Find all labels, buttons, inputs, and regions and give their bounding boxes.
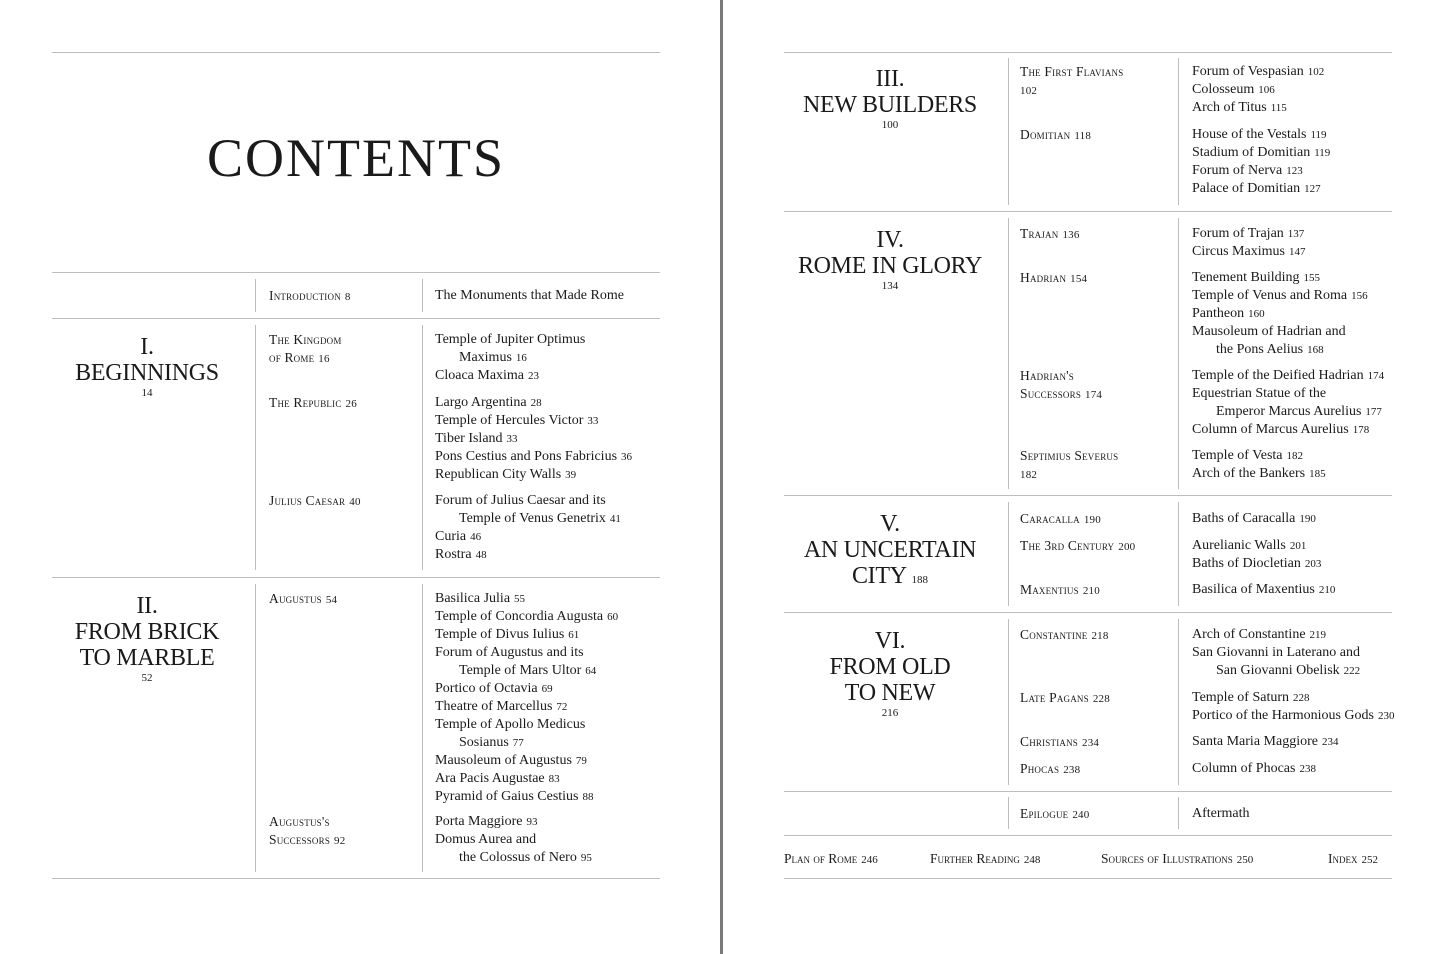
page-number: 218 <box>1091 630 1109 642</box>
page-number: 147 <box>1288 246 1306 258</box>
bottom-rule <box>52 878 660 879</box>
part-numeral: III. <box>875 66 905 92</box>
entry: Rostra <box>435 547 472 562</box>
entry: Theatre of Marcellus <box>435 699 553 714</box>
chapter <box>1020 269 1087 288</box>
page-number: 246 <box>861 854 878 866</box>
column-divider <box>1178 619 1179 785</box>
entry-list <box>1192 63 1324 117</box>
chapter <box>1020 581 1100 600</box>
part-title: NEW BUILDERS <box>803 92 977 118</box>
back-matter-index <box>1328 850 1378 869</box>
entry: Temple of Mars Ultor <box>459 663 582 678</box>
chapter-title: Phocas <box>1020 761 1060 776</box>
page-number: 36 <box>621 451 633 463</box>
entry: Portico of Octavia <box>435 681 538 696</box>
column-divider <box>255 279 256 312</box>
column-divider <box>1178 502 1179 606</box>
page-number: 95 <box>580 852 592 864</box>
column-divider <box>422 584 423 872</box>
page-number: 16 <box>318 353 330 365</box>
chapter <box>269 331 342 368</box>
page-number: 137 <box>1287 228 1305 240</box>
chapter <box>1020 760 1080 779</box>
entry-list <box>1192 225 1305 261</box>
entry: Porta Maggiore <box>435 814 523 829</box>
page-number: 60 <box>607 611 619 623</box>
entry: Portico of the Harmonious Gods <box>1192 708 1374 723</box>
entry: Aurelianic Walls <box>1192 538 1286 553</box>
column-divider <box>1008 502 1009 606</box>
page-number: 228 <box>1092 693 1110 705</box>
entry-list <box>1192 733 1338 751</box>
page-number: 238 <box>1063 764 1081 776</box>
page-number: 69 <box>541 683 553 695</box>
entry: Baths of Caracalla <box>1192 511 1296 526</box>
page-number: 154 <box>1070 273 1088 285</box>
entry-list <box>435 287 624 305</box>
page-number: 93 <box>526 816 538 828</box>
entry: Equestrian Statue of the <box>1192 386 1327 401</box>
page-number: 8 <box>344 291 351 303</box>
chapter-epilogue <box>1020 805 1089 824</box>
column-divider <box>255 325 256 570</box>
entry: Basilica of Maxentius <box>1192 582 1315 597</box>
entry: Temple of Concordia Augusta <box>435 609 604 624</box>
chapter <box>1020 225 1080 244</box>
chapter-title: Introduction <box>269 288 341 303</box>
entry: The Monuments that Made Rome <box>435 288 624 303</box>
entry: Temple of Jupiter Optimus <box>435 332 586 347</box>
page-number: 102 <box>1307 66 1325 78</box>
entry: the Colossus of Nero <box>459 850 577 865</box>
entry: Temple of Vesta <box>1192 448 1283 463</box>
entry: Forum of Vespasian <box>1192 64 1304 79</box>
chapter-title: Septimius Severus <box>1020 448 1119 463</box>
chapter-title: Julius Caesar <box>269 493 346 508</box>
chapter-title: Domitian <box>1020 127 1071 142</box>
chapter-title: The Republic <box>269 395 342 410</box>
entry: Aftermath <box>1192 806 1250 821</box>
part-heading <box>784 511 996 589</box>
rule <box>52 577 660 578</box>
part-numeral: I. <box>140 334 154 360</box>
part-page: 134 <box>881 280 899 292</box>
entry-list <box>1192 689 1394 725</box>
chapter <box>1020 537 1135 556</box>
page-number: 201 <box>1289 540 1307 552</box>
chapter-title: Hadrian <box>1020 270 1067 285</box>
chapter <box>269 590 337 609</box>
chapter-title: Successors <box>269 832 331 847</box>
chapter-title: Augustus's <box>269 814 330 829</box>
entry-list <box>435 492 621 564</box>
page-number: 174 <box>1085 389 1103 401</box>
bottom-rule <box>784 878 1392 879</box>
entry: Arch of the Bankers <box>1192 466 1306 481</box>
page-number: 61 <box>568 629 580 641</box>
entry: Pantheon <box>1192 306 1245 321</box>
entry: Forum of Augustus and its <box>435 645 584 660</box>
page-number: 185 <box>1309 468 1326 480</box>
column-divider <box>1178 218 1179 489</box>
chapter <box>269 813 345 850</box>
page-number: 240 <box>1072 809 1090 821</box>
entry: Cloaca Maxima <box>435 368 525 383</box>
page-number: 203 <box>1304 558 1322 570</box>
entry: Mausoleum of Hadrian and <box>1192 324 1346 339</box>
entry: San Giovanni in Laterano and <box>1192 645 1360 660</box>
rule <box>784 211 1392 212</box>
page-number: 72 <box>556 701 568 713</box>
chapter <box>1020 689 1110 708</box>
page-number: 250 <box>1236 854 1254 866</box>
page-number: 33 <box>587 415 599 427</box>
entry: Column of Marcus Aurelius <box>1192 422 1349 437</box>
page-number: 46 <box>470 531 482 543</box>
column-divider <box>255 584 256 872</box>
rule <box>52 318 660 319</box>
chapter-introduction <box>269 287 351 306</box>
top-rule <box>52 52 660 53</box>
chapter-title: Trajan <box>1020 226 1059 241</box>
entry: Temple of Apollo Medicus <box>435 717 586 732</box>
page-number: 234 <box>1082 737 1100 749</box>
part-title: CITY <box>851 563 906 589</box>
entry: Colosseum <box>1192 82 1255 97</box>
chapter-title: The Kingdom <box>269 332 342 347</box>
entry: Ara Pacis Augustae <box>435 771 545 786</box>
page-number: 238 <box>1299 763 1316 775</box>
part-title: FROM BRICK <box>74 619 220 645</box>
page-number: 219 <box>1309 629 1327 641</box>
book-gutter <box>720 0 723 954</box>
chapter <box>269 394 357 413</box>
chapter-title: The First Flavians <box>1020 64 1124 79</box>
page-number: 83 <box>548 773 560 785</box>
part-title: BEGINNINGS <box>75 360 219 386</box>
part-page: 100 <box>881 119 899 131</box>
page-number: 160 <box>1248 308 1265 320</box>
page-number: 228 <box>1293 692 1310 704</box>
page-number: 155 <box>1303 272 1321 284</box>
column-divider <box>1178 58 1179 205</box>
page-number: 54 <box>325 594 338 606</box>
column-divider <box>422 325 423 570</box>
page-number: 200 <box>1118 541 1136 553</box>
chapter <box>269 492 361 511</box>
page-number: 230 <box>1377 710 1395 722</box>
back-matter-label: Further Reading <box>930 851 1020 866</box>
entry: Forum of Julius Caesar and its <box>435 493 606 508</box>
page-title: CONTENTS <box>207 128 505 188</box>
page-number: 102 <box>1020 85 1038 97</box>
entry: San Giovanni Obelisk <box>1216 663 1340 678</box>
page-number: 174 <box>1367 370 1385 382</box>
chapter <box>1020 733 1099 752</box>
page-number: 127 <box>1304 183 1321 195</box>
entry: Mausoleum of Augustus <box>435 753 572 768</box>
column-divider <box>1178 797 1179 829</box>
entry-list <box>435 590 618 806</box>
page-number: 118 <box>1074 130 1092 142</box>
chapter-title: Late Pagans <box>1020 690 1089 705</box>
chapter <box>1020 367 1102 404</box>
entry-list <box>1192 626 1360 680</box>
page-number: 119 <box>1310 129 1327 141</box>
page-number: 64 <box>585 665 597 677</box>
entry-list <box>1192 510 1316 528</box>
part-title: TO MARBLE <box>79 645 215 671</box>
right-page <box>724 0 1445 954</box>
page-number: 33 <box>506 433 518 445</box>
page-number: 156 <box>1351 290 1368 302</box>
page-number: 88 <box>582 791 594 803</box>
chapter-title: of Rome <box>269 350 315 365</box>
rule <box>784 612 1392 613</box>
entry: Tiber Island <box>435 431 503 446</box>
back-matter-label: Plan of Rome <box>784 851 858 866</box>
page-number: 210 <box>1318 584 1336 596</box>
entry: Forum of Nerva <box>1192 163 1283 178</box>
chapter-title: Epilogue <box>1020 806 1069 821</box>
entry: Republican City Walls <box>435 467 562 482</box>
part-page: 52 <box>141 672 153 684</box>
entry: Curia <box>435 529 467 544</box>
page-number: 210 <box>1082 585 1100 597</box>
page-number: 55 <box>514 593 526 605</box>
entry: Temple of Venus Genetrix <box>459 511 606 526</box>
entry: Santa Maria Maggiore <box>1192 734 1318 749</box>
page-number: 16 <box>515 352 527 364</box>
page-number: 168 <box>1307 344 1324 356</box>
chapter-title: Augustus <box>269 591 322 606</box>
page-number: 92 <box>334 835 346 847</box>
back-matter-label: Index <box>1328 851 1358 866</box>
entry: Arch of Constantine <box>1192 627 1306 642</box>
entry-list <box>1192 805 1250 823</box>
page-number: 77 <box>512 737 524 749</box>
chapter-title: The 3rd Century <box>1020 538 1115 553</box>
entry-list <box>435 394 632 484</box>
page-number: 248 <box>1023 854 1041 866</box>
part-heading <box>52 593 242 686</box>
column-divider <box>422 279 423 312</box>
entry: the Pons Aelius <box>1216 342 1304 357</box>
page-number: 41 <box>609 513 621 525</box>
chapter-title: Successors <box>1020 386 1082 401</box>
page-number: 123 <box>1286 165 1303 177</box>
column-divider <box>1008 797 1009 829</box>
entry-list <box>435 331 585 385</box>
entry: House of the Vestals <box>1192 127 1307 142</box>
entry: Largo Argentina <box>435 395 527 410</box>
entry: Basilica Julia <box>435 591 511 606</box>
entry-list <box>1192 760 1316 778</box>
entry: Maximus <box>459 350 512 365</box>
column-divider <box>1008 619 1009 785</box>
page-number: 178 <box>1352 424 1370 436</box>
chapter-title: Constantine <box>1020 627 1088 642</box>
entry: Temple of Hercules Victor <box>435 413 584 428</box>
page-number: 28 <box>530 397 542 409</box>
entry-list <box>1192 269 1368 359</box>
chapter <box>1020 126 1091 145</box>
part-page: 188 <box>911 574 929 586</box>
page-number: 23 <box>528 370 540 382</box>
chapter-title: Maxentius <box>1020 582 1079 597</box>
entry: Arch of Titus <box>1192 100 1267 115</box>
entry: Temple of Saturn <box>1192 690 1289 705</box>
page-number: 177 <box>1365 406 1382 418</box>
part-numeral: VI. <box>874 628 906 654</box>
page-number: 222 <box>1343 665 1361 677</box>
rule <box>784 791 1392 792</box>
part-page: 14 <box>141 387 153 399</box>
back-matter-plan <box>784 850 878 869</box>
page-number: 39 <box>565 469 577 481</box>
page-number: 252 <box>1361 854 1378 866</box>
entry: Temple of Divus Iulius <box>435 627 565 642</box>
page-number: 106 <box>1258 84 1275 96</box>
entry: Pons Cestius and Pons Fabricius <box>435 449 618 464</box>
part-title: ROME IN GLORY <box>797 253 983 279</box>
chapter-title: Christians <box>1020 734 1079 749</box>
entry-list <box>1192 367 1384 439</box>
part-heading <box>52 334 242 401</box>
page-number: 234 <box>1321 736 1339 748</box>
top-rule <box>784 52 1392 53</box>
page-number: 115 <box>1270 102 1287 114</box>
entry-list <box>435 813 592 867</box>
entry: Domus Aurea and <box>435 832 537 847</box>
part-page: 216 <box>881 707 899 719</box>
entry: Emperor Marcus Aurelius <box>1216 404 1362 419</box>
column-divider <box>1008 218 1009 489</box>
rule <box>784 835 1392 836</box>
entry-list <box>1192 537 1321 573</box>
page-number: 190 <box>1083 514 1101 526</box>
part-numeral: II. <box>136 593 158 619</box>
column-divider <box>1008 58 1009 205</box>
rule <box>52 272 660 273</box>
part-numeral: V. <box>880 511 900 537</box>
part-numeral: IV. <box>876 227 904 253</box>
page-number: 48 <box>475 549 487 561</box>
chapter-title: Caracalla <box>1020 511 1080 526</box>
chapter <box>1020 510 1101 529</box>
entry: Baths of Diocletian <box>1192 556 1301 571</box>
part-heading <box>784 628 996 721</box>
left-page <box>0 0 720 954</box>
entry: Pyramid of Gaius Cestius <box>435 789 579 804</box>
part-title: FROM OLD <box>829 654 951 680</box>
entry-list <box>1192 126 1330 198</box>
entry: Temple of Venus and Roma <box>1192 288 1348 303</box>
entry: Circus Maximus <box>1192 244 1285 259</box>
entry: Temple of the Deified Hadrian <box>1192 368 1364 383</box>
part-title: AN UNCERTAIN <box>803 537 977 563</box>
back-matter-sources <box>1101 850 1253 869</box>
page-number: 119 <box>1314 147 1331 159</box>
entry: Tenement Building <box>1192 270 1300 285</box>
entry: Forum of Trajan <box>1192 226 1284 241</box>
chapter <box>1020 63 1123 100</box>
entry-list <box>1192 581 1335 599</box>
back-matter-reading <box>930 850 1040 869</box>
page-number: 182 <box>1286 450 1304 462</box>
entry: Column of Phocas <box>1192 761 1296 776</box>
rule <box>784 495 1392 496</box>
entry: Palace of Domitian <box>1192 181 1301 196</box>
entry-list <box>1192 447 1326 483</box>
page-number: 26 <box>345 398 357 410</box>
back-matter-label: Sources of Illustrations <box>1101 851 1233 866</box>
page-number: 190 <box>1299 513 1316 525</box>
part-title: TO NEW <box>844 680 936 706</box>
part-heading <box>784 66 996 133</box>
chapter-title: Hadrian's <box>1020 368 1074 383</box>
chapter <box>1020 626 1109 645</box>
entry: Stadium of Domitian <box>1192 145 1311 160</box>
part-heading <box>784 227 996 294</box>
entry: Sosianus <box>459 735 509 750</box>
page-number: 136 <box>1062 229 1080 241</box>
page-number: 79 <box>575 755 587 767</box>
page-number: 182 <box>1020 469 1038 481</box>
chapter <box>1020 447 1118 484</box>
page-number: 40 <box>349 496 361 508</box>
